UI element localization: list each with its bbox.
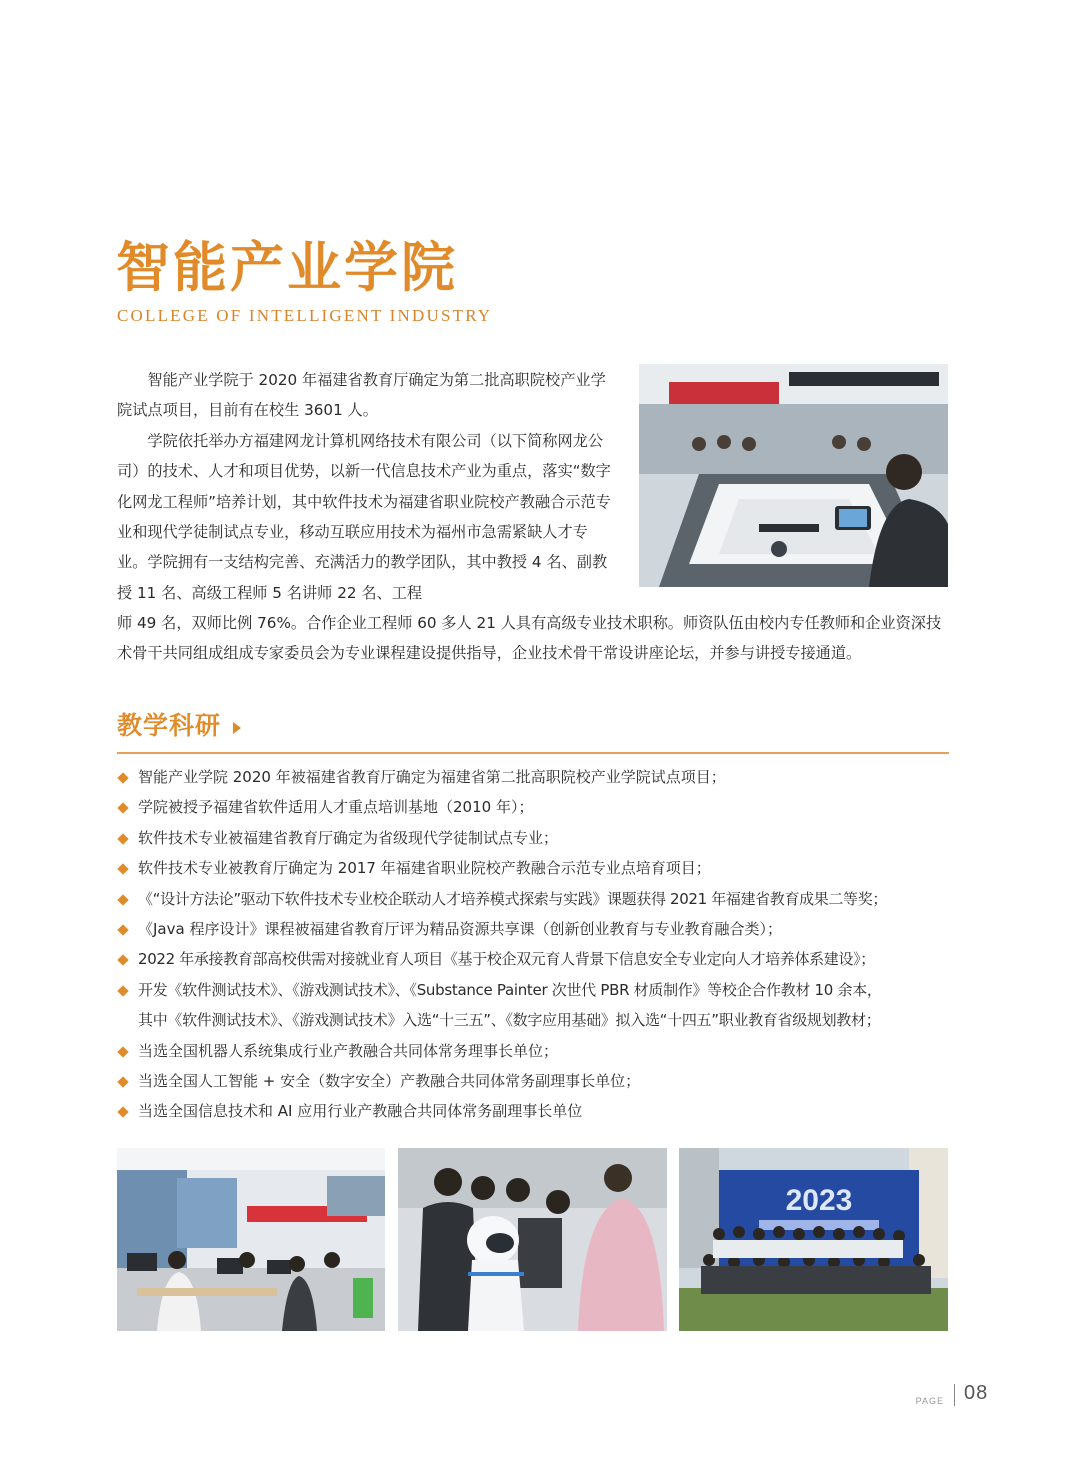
group-photo-2023: [679, 1148, 948, 1331]
list-item: [117, 1066, 949, 1096]
list-item-text: 当选全国人工智能 + 安全（数字安全）产教融合共同体常务副理事长单位；: [138, 1072, 641, 1091]
list-item-text: 学院被授予福建省软件适用人才重点培训基地（2010 年）；: [138, 798, 534, 817]
list-item: [117, 944, 949, 974]
footer-divider: [954, 1384, 955, 1406]
list-item-text: 2022 年承接教育部高校供需对接就业育人项目《基于校企双元育人背景下信息安全专业定向人才培养体系建设》；: [138, 950, 875, 969]
list-item: [117, 823, 949, 853]
page-subtitle: COLLEGE OF INTELLIGENT INDUSTRY: [117, 306, 493, 325]
diamond-bullet-icon: [117, 955, 128, 966]
list-item-text: 智能产业学院 2020 年被福建省教育厅确定为福建省第二批高职院校产业学院试点项目；: [138, 768, 726, 786]
list-item-text: 《Java 程序设计》课程被福建省教育厅评为精品资源共享课（创新创业教育与专业教育融合类）；: [138, 920, 782, 939]
section-title: 教学科研: [117, 711, 222, 740]
list-item-text: 软件技术专业被教育厅确定为 2017 年福建省职业院校产教融合示范专业点培育项目；: [138, 859, 711, 878]
diamond-bullet-icon: [117, 803, 128, 814]
list-item-text: 开发《软件测试技术》、《游戏测试技术》、《Substance Painter 次世代 PBR 材质制作》等校企合作教材 10 余本，: [138, 980, 882, 999]
intro-paragraph-2: 学院依托举办方福建网龙计算机网络技术有限公司（以下简称网龙公司）的技术、人才和项目优势，以新一代信息技术产业为重点，落实“数字化网龙工程师”培养计划，其中软件技术为福建省职业院校产教融合示范专业和现代学徒制试点专业，移动互联应用技术为福州市急需紧缺人才专业。学院拥有一支结构完善、充满活力的教学团队，其中教授 4 名、副教授 11 名、高级工程师 5 名讲师 22 名、工程: [117, 431, 611, 602]
page-label: PAGE: [915, 1396, 944, 1406]
robotics-lab-photo: [639, 364, 948, 587]
robot-demo-photo: [398, 1148, 667, 1331]
achievement-list: [117, 762, 949, 1127]
list-item: [117, 975, 949, 1036]
list-item-text: 当选全国信息技术和 AI 应用行业产教融合共同体常务副理事长单位: [138, 1102, 583, 1121]
diamond-bullet-icon: [117, 924, 128, 935]
list-item-text-line2: 其中《软件测试技术》、《游戏测试技术》入选“十三五”、《数字应用基础》拟入选“十四五”职业教育省级规划教材；: [138, 1011, 881, 1030]
diamond-bullet-icon: [117, 833, 128, 844]
diamond-bullet-icon: [117, 772, 128, 783]
list-item-text: 《“设计方法论”驱动下软件技术专业校企联动人才培养模式探索与实践》课题获得 2021 年福建省教育成果二等奖；: [138, 889, 888, 908]
diamond-bullet-icon: [117, 985, 128, 996]
diamond-bullet-icon: [117, 1076, 128, 1087]
list-item: [117, 914, 949, 944]
list-item: [117, 1036, 949, 1066]
computer-classroom-photo: [117, 1148, 385, 1331]
page-number: 08: [964, 1382, 989, 1404]
diamond-bullet-icon: [117, 1107, 128, 1118]
diamond-bullet-icon: [117, 894, 128, 905]
page-title: 智能产业学院: [116, 236, 458, 299]
list-item: [117, 853, 949, 883]
section-arrow-icon: [233, 722, 241, 734]
list-item-text: 软件技术专业被福建省教育厅确定为省级现代学徒制试点专业；: [138, 828, 559, 847]
list-item-text: 当选全国机器人系统集成行业产教融合共同体常务理事长单位；: [138, 1041, 559, 1060]
section-header: [117, 706, 949, 754]
list-item: [117, 762, 949, 792]
intro-text: [117, 365, 617, 608]
intro-text-continued: [117, 608, 949, 669]
intro-paragraph-1: 智能产业学院于 2020 年福建省教育厅确定为第二批高职院校产业学院试点项目，目前有在校生 3601 人。: [117, 371, 606, 420]
diamond-bullet-icon: [117, 864, 128, 875]
list-item: [117, 1096, 949, 1126]
badge-year: 2023: [785, 1184, 853, 1217]
list-item: [117, 884, 949, 914]
intro-paragraph-2-continued: 师 49 名，双师比例 76%。合作企业工程师 60 多人 21 人具有高级专业技术职称。师资队伍由校内专任教师和企业资深技术骨干共同组成组成专家委员会为专业课程建设提供指导，企业技术骨干常设讲座论坛，并参与讲授专接通道。: [117, 614, 942, 663]
list-item: [117, 792, 949, 822]
diamond-bullet-icon: [117, 1046, 128, 1057]
